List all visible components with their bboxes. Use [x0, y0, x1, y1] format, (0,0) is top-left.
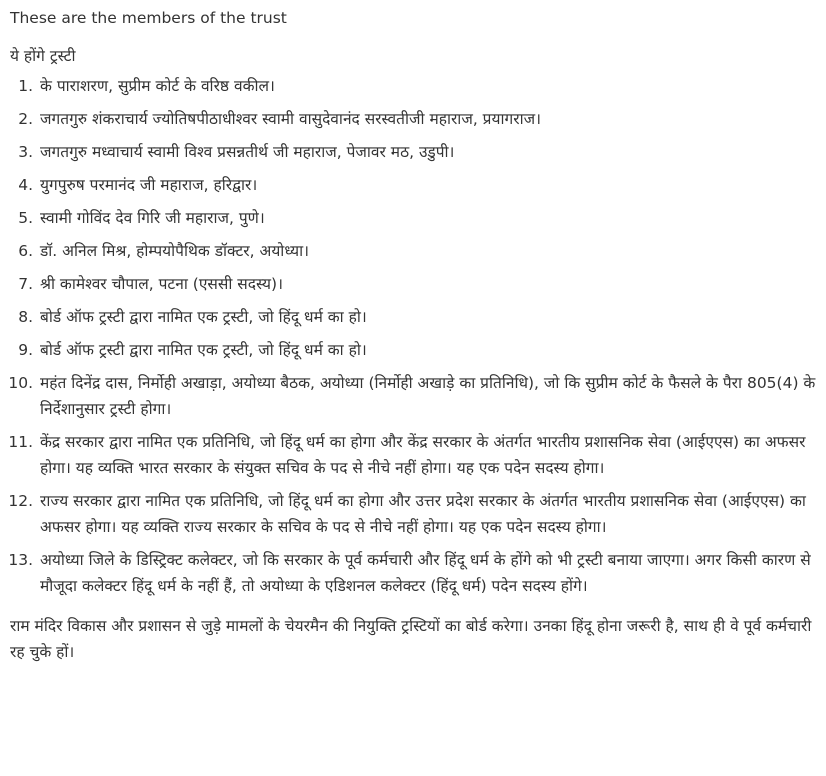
list-item: 12. राज्य सरकार द्वारा नामित एक प्रतिनिधि, जो हिंदू धर्म का होगा और उत्तर प्रदेश सरकार के अंतर्गत भारतीय प्रशासनिक सेवा (आईएएस) का अफसर होगा। यह व्यक्ति राज्य सरकार के सचिव के पद से नीचे नहीं होगा। यह एक पदेन सदस्य होगा।: [38, 488, 818, 540]
heading-english: These are the members of the trust: [10, 9, 287, 27]
list-item: 11. केंद्र सरकार द्वारा नामित एक प्रतिनिधि, जो हिंदू धर्म का होगा और केंद्र सरकार के अंतर्गत भारतीय प्रशासनिक सेवा (आईएएस) का अफसर होगा। यह व्यक्ति भारत सरकार के संयुक्त सचिव के पद से नीचे नहीं होगा। यह एक पदेन सदस्य होगा।: [38, 429, 818, 481]
list-item: 10. महंत दिनेंद्र दास, निर्मोही अखाड़ा, अयोध्या बैठक, अयोध्या (निर्मोही अखाड़े का प्रतिनिधि), जो कि सुप्रीम कोर्ट के फैसले के पैरा 805(4) के निर्देशानुसार ट्रस्टी होगा।: [38, 370, 818, 422]
list-item: 13. अयोध्या जिले के डिस्ट्रिक्ट कलेक्टर, जो कि सरकार के पूर्व कर्मचारी और हिंदू धर्म के होंगे को भी ट्रस्टी बनाया जाएगा। अगर किसी कारण से मौजूदा कलेक्टर हिंदू धर्म के नहीं हैं, तो अयोध्या के एडिशनल कलेक्टर (हिंदू धर्म) पदेन सदस्य होंगे।: [38, 547, 818, 599]
list-item: 3. जगतगुरु मध्वाचार्य स्वामी विश्व प्रसन्नतीर्थ जी महाराज, पेजावर मठ, उडुपी।: [38, 139, 818, 165]
list-item: 6. डॉ. अनिल मिश्र, होम्पयोपैथिक डॉक्टर, अयोध्या।: [38, 238, 818, 264]
list-item: 9. बोर्ड ऑफ ट्रस्टी द्वारा नामित एक ट्रस्टी, जो हिंदू धर्म का हो।: [38, 337, 818, 363]
closing-paragraph: राम मंदिर विकास और प्रशासन से जुड़े मामलों के चेयरमैन की नियुक्ति ट्रस्टियों का बोर्ड करेगा। उनका हिंदू होना जरूरी है, साथ ही वे पूर्व कर्मचारी रह चुके हों।: [10, 617, 812, 661]
list-item: 5. स्वामी गोविंद देव गिरि जी महाराज, पुणे।: [38, 205, 818, 231]
list-item: 8. बोर्ड ऑफ ट्रस्टी द्वारा नामित एक ट्रस्टी, जो हिंदू धर्म का हो।: [38, 304, 818, 330]
list-item: 1. के पाराशरण, सुप्रीम कोर्ट के वरिष्ठ वकील।: [38, 73, 818, 99]
list-item: 2. जगतगुरु शंकराचार्य ज्योतिषपीठाधीश्वर स्वामी वासुदेवानंद सरस्वतीजी महाराज, प्रयागराज।: [38, 106, 818, 132]
list-item: 7. श्री कामेश्वर चौपाल, पटना (एससी सदस्य)।: [38, 271, 818, 297]
trustee-list: [10, 73, 818, 599]
list-item: 4. युगपुरुष परमानंद जी महाराज, हरिद्वार।: [38, 172, 818, 198]
heading-hindi: ये होंगे ट्रस्टी: [10, 47, 76, 65]
